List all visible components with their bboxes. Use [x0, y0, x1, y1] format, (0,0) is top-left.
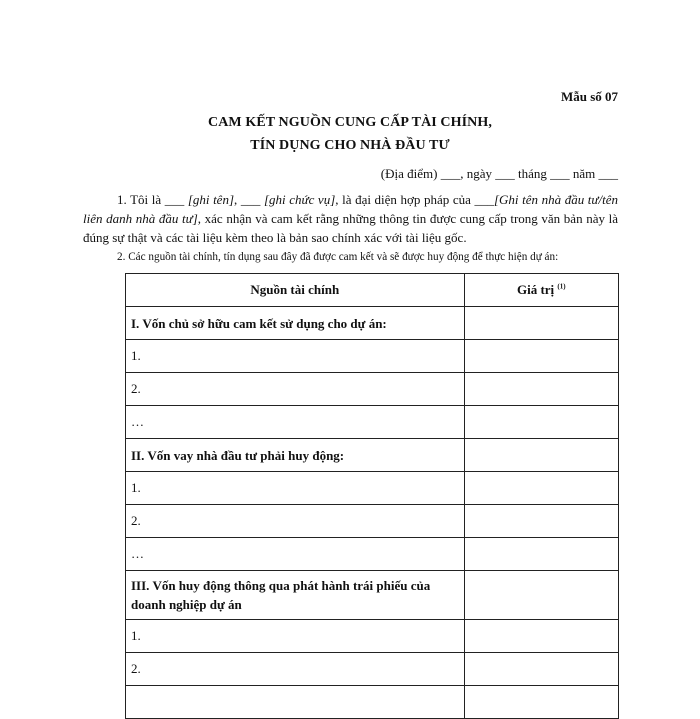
table-row — [126, 538, 619, 571]
source-cell: 2. — [126, 505, 465, 538]
table-row — [126, 439, 619, 472]
value-cell[interactable] — [464, 406, 618, 439]
table-row — [126, 307, 619, 340]
table-row — [126, 373, 619, 406]
header-value — [464, 274, 618, 307]
value-cell[interactable] — [464, 505, 618, 538]
table-row — [126, 653, 619, 686]
source-cell: … — [126, 538, 465, 571]
table-row — [126, 571, 619, 620]
value-cell[interactable] — [464, 571, 618, 620]
value-cell[interactable] — [464, 307, 618, 340]
document-title-line-1: CAM KẾT NGUỒN CUNG CẤP TÀI CHÍNH, — [208, 115, 492, 130]
value-cell[interactable] — [464, 373, 618, 406]
source-cell: … — [126, 406, 465, 439]
value-cell[interactable] — [464, 472, 618, 505]
section-heading-cell: I. Vốn chủ sở hữu cam kết sử dụng cho dự án: — [126, 307, 465, 340]
date-line: (Địa điểm) ___, ngày ___ tháng ___ năm ___ — [380, 166, 618, 181]
declaration-investor-placeholder: [Ghi tên nhà đầu tư/tên liên danh nhà đầu tư] — [83, 192, 618, 226]
paragraph-declaration — [83, 190, 618, 247]
source-cell: 2. — [126, 373, 465, 406]
header-value-label: Giá trị — [516, 282, 555, 297]
source-cell: 1. — [126, 620, 465, 653]
paragraph-financial-sources: 2. Các nguồn tài chính, tín dụng sau đây đã được cam kết và sẽ được huy động để thực hiện dự án: — [117, 251, 559, 263]
value-cell[interactable] — [464, 439, 618, 472]
table-row — [126, 406, 619, 439]
source-cell: 1. — [126, 340, 465, 373]
table-header-row — [126, 274, 619, 307]
table-row — [126, 620, 619, 653]
financial-sources-table — [125, 273, 619, 719]
table-row — [126, 505, 619, 538]
declaration-position-placeholder: [ghi chức vụ] — [263, 192, 336, 207]
declaration-text-2: , ___ — [234, 192, 264, 207]
source-cell: 1. — [126, 472, 465, 505]
value-cell[interactable] — [464, 653, 618, 686]
section-heading-cell: III. Vốn huy động thông qua phát hành trái phiếu của doanh nghiệp dự án — [126, 571, 465, 620]
declaration-text-3: , là đại diện hợp pháp của ___ — [335, 192, 494, 207]
value-cell[interactable] — [464, 340, 618, 373]
header-source — [126, 274, 465, 307]
header-source-label: Nguồn tài chính — [250, 282, 340, 297]
document-title-line-2: TÍN DỤNG CHO NHÀ ĐẦU TƯ — [250, 138, 450, 153]
table-row — [126, 340, 619, 373]
declaration-name-placeholder: [ghi tên] — [187, 192, 235, 207]
section-heading-cell: II. Vốn vay nhà đầu tư phải huy động: — [126, 439, 465, 472]
source-cell: 2. — [126, 653, 465, 686]
table-row — [126, 686, 619, 719]
header-value-note: (1) — [557, 282, 566, 291]
value-cell[interactable] — [464, 686, 618, 719]
table-row — [126, 472, 619, 505]
form-code: Mẫu số 07 — [560, 89, 618, 104]
source-cell — [126, 686, 465, 719]
declaration-text-1: 1. Tôi là ___ — [117, 192, 188, 207]
value-cell[interactable] — [464, 620, 618, 653]
value-cell[interactable] — [464, 538, 618, 571]
declaration-text-4: , xác nhận và cam kết rằng những thông tin được cung cấp trong văn bản này là đúng sự thật và các tài liệu kèm theo là bản sao chính xác với tài liệu gốc. — [83, 211, 618, 245]
